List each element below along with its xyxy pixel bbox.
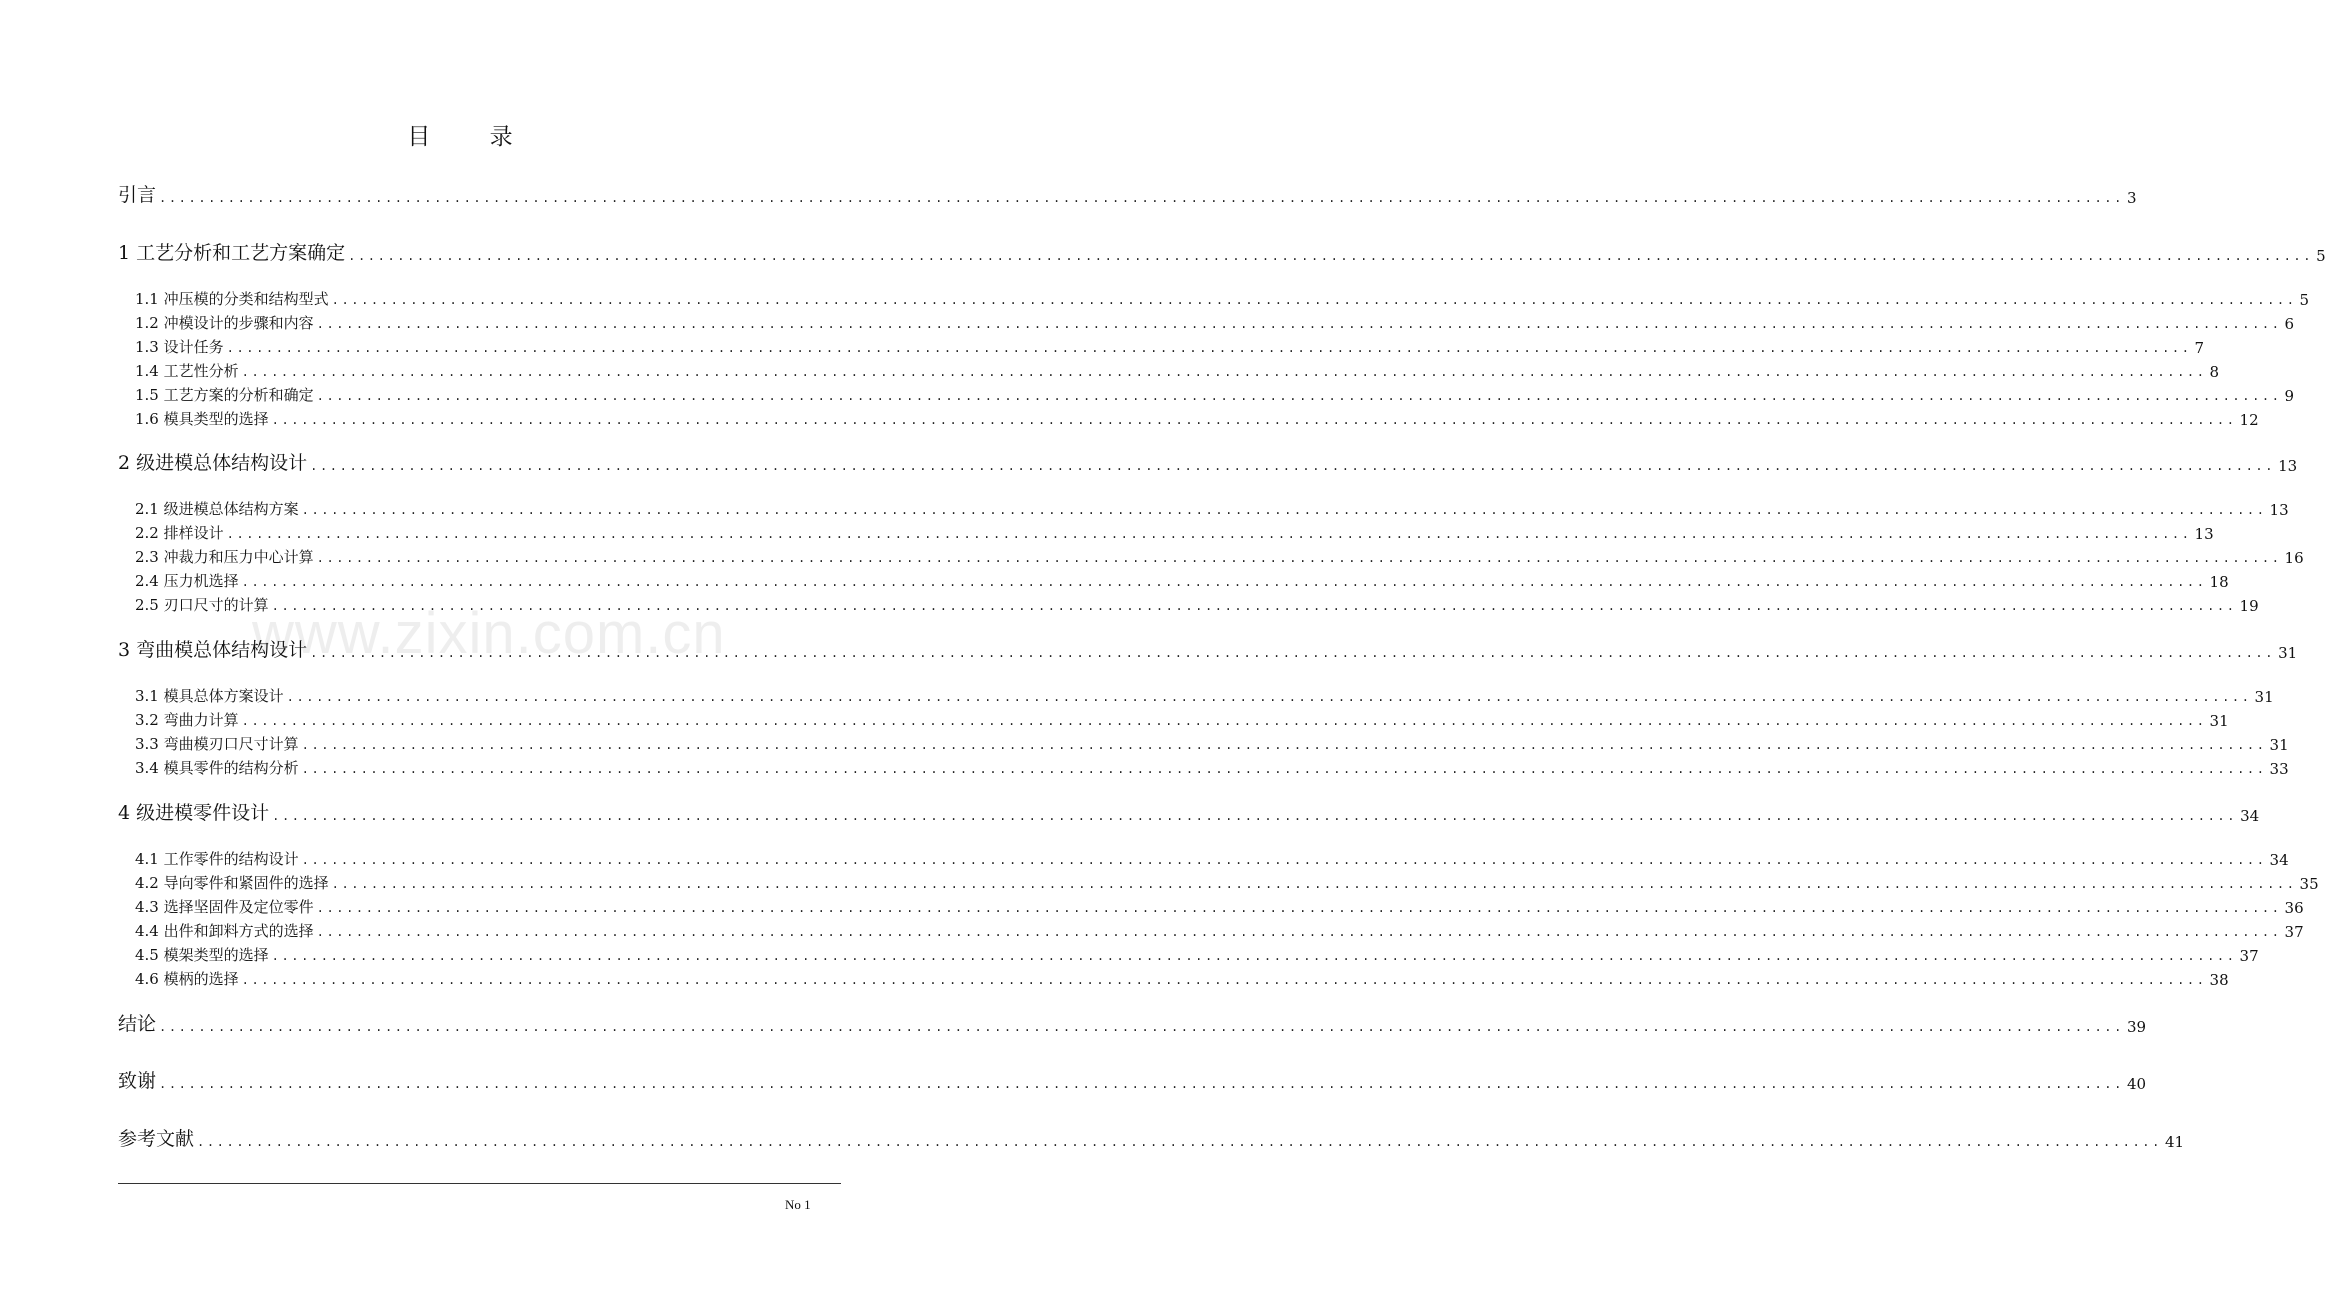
- toc-entry-label: 2.3 冲裁力和压力中心计算: [135, 548, 314, 566]
- toc-entry-label: 3 弯曲模总体结构设计: [118, 639, 308, 661]
- toc-entry-label: 1.3 设计任务: [135, 338, 224, 356]
- toc-entry-label: 2.1 级进模总体结构方案: [135, 500, 299, 518]
- toc-section-entry[interactable]: [0, 307, 2295, 333]
- toc-section-entry[interactable]: [0, 915, 2304, 941]
- toc-entry-page: 3: [2126, 189, 2137, 207]
- toc-dot-leader: ........................................................................................................................................................................................................: [316, 551, 2282, 565]
- toc-dot-leader: ........................................................................................................................................................................................................: [310, 459, 2276, 473]
- toc-entry-label: 结论: [118, 1013, 157, 1035]
- toc-entry-label: 3.1 模具总体方案设计: [135, 687, 284, 705]
- toc-entry-page: 39: [2126, 1018, 2147, 1036]
- toc-entry-page: 13: [2278, 457, 2298, 475]
- toc-entry-page: 36: [2284, 899, 2304, 917]
- toc-entry-page: 31: [2278, 644, 2298, 662]
- toc-entry-page: 34: [2269, 851, 2289, 869]
- toc-entry-page: 33: [2269, 760, 2289, 778]
- toc-chapter-entry[interactable]: [0, 1067, 2147, 1093]
- toc-entry-label: 3.3 弯曲模刃口尺寸计算: [135, 735, 299, 753]
- toc-chapter-entry[interactable]: [0, 636, 2298, 662]
- toc-entry-label: 3.4 模具零件的结构分析: [135, 759, 299, 777]
- toc-entry-label: 2 级进模总体结构设计: [118, 452, 308, 474]
- toc-entry-page: 7: [2194, 339, 2205, 357]
- toc-section-entry[interactable]: [0, 891, 2304, 917]
- toc-entry-label: 4.2 导向零件和紧固件的选择: [135, 874, 329, 892]
- toc-dot-leader: ........................................................................................................................................................................................................: [331, 293, 2297, 307]
- toc-chapter-entry[interactable]: [0, 1125, 2185, 1151]
- toc-entry-page: 12: [2239, 411, 2259, 429]
- toc-dot-leader: ........................................................................................................................................................................................................: [301, 853, 2267, 867]
- toc-entry-page: 8: [2209, 363, 2220, 381]
- toc-dot-leader: ........................................................................................................................................................................................................: [159, 1020, 2124, 1034]
- toc-entry-label: 4.6 模柄的选择: [135, 970, 239, 988]
- toc-entry-page: 40: [2126, 1075, 2147, 1093]
- toc-entry-label: 4.3 选择坚固件及定位零件: [135, 898, 314, 916]
- toc-dot-leader: ........................................................................................................................................................................................................: [197, 1135, 2162, 1149]
- toc-section-entry[interactable]: [0, 752, 2289, 778]
- toc-chapter-entry[interactable]: [0, 181, 2137, 207]
- toc-entry-page: 16: [2284, 549, 2304, 567]
- toc-dot-leader: ........................................................................................................................................................................................................: [316, 901, 2282, 915]
- toc-chapter-entry[interactable]: [0, 799, 2260, 825]
- toc-entry-label: 3.2 弯曲力计算: [135, 711, 239, 729]
- toc-dot-leader: ........................................................................................................................................................................................................: [241, 575, 2207, 589]
- toc-entry-label: 1.5 工艺方案的分析和确定: [135, 386, 314, 404]
- toc-entry-label: 2.5 刃口尺寸的计算: [135, 596, 269, 614]
- toc-entry-page: 6: [2284, 315, 2295, 333]
- toc-entry-page: 13: [2269, 501, 2289, 519]
- footer-page-number: No 1: [785, 1197, 811, 1212]
- toc-entry-page: 41: [2164, 1133, 2185, 1151]
- toc-section-entry[interactable]: [0, 843, 2289, 869]
- toc-entry-label: 4.1 工作零件的结构设计: [135, 850, 299, 868]
- toc-entry-label: 1.1 冲压模的分类和结构型式: [135, 290, 329, 308]
- toc-section-entry[interactable]: [0, 331, 2205, 357]
- toc-entry-label: 4.4 出件和卸料方式的选择: [135, 922, 314, 940]
- toc-entry-label: 1 工艺分析和工艺方案确定: [118, 242, 346, 264]
- toc-chapter-entry[interactable]: [0, 449, 2298, 475]
- toc-entry-label: 4 级进模零件设计: [118, 802, 270, 824]
- toc-dot-leader: ........................................................................................................................................................................................................: [316, 317, 2282, 331]
- toc-section-entry[interactable]: [0, 493, 2289, 519]
- toc-entry-label: 2.2 排样设计: [135, 524, 224, 542]
- toc-chapter-entry[interactable]: [0, 1010, 2147, 1036]
- toc-section-entry[interactable]: [0, 355, 2220, 381]
- toc-entry-page: 5: [2316, 247, 2326, 265]
- toc-entry-label: 2.4 压力机选择: [135, 572, 239, 590]
- toc-section-entry[interactable]: [0, 517, 2214, 543]
- toc-dot-leader: ........................................................................................................................................................................................................: [159, 191, 2124, 205]
- toc-dot-leader: ........................................................................................................................................................................................................: [241, 714, 2207, 728]
- toc-entry-page: 31: [2269, 736, 2289, 754]
- toc-section-entry[interactable]: [0, 565, 2229, 591]
- toc-entry-label: 1.6 模具类型的选择: [135, 410, 269, 428]
- toc-dot-leader: ........................................................................................................................................................................................................: [271, 413, 2237, 427]
- toc-section-entry[interactable]: [0, 283, 2310, 309]
- toc-entry-page: 9: [2284, 387, 2295, 405]
- toc-dot-leader: ........................................................................................................................................................................................................: [301, 503, 2267, 517]
- toc-entry-page: 31: [2254, 688, 2274, 706]
- toc-entry-page: 38: [2209, 971, 2229, 989]
- toc-dot-leader: ........................................................................................................................................................................................................: [310, 646, 2276, 660]
- toc-entry-page: 34: [2240, 807, 2260, 825]
- toc-dot-leader: ........................................................................................................................................................................................................: [271, 949, 2237, 963]
- toc-entry-page: 31: [2209, 712, 2229, 730]
- toc-dot-leader: ........................................................................................................................................................................................................: [316, 389, 2282, 403]
- toc-section-entry[interactable]: [0, 680, 2274, 706]
- toc-dot-leader: ........................................................................................................................................................................................................: [286, 690, 2252, 704]
- toc-dot-leader: ........................................................................................................................................................................................................: [241, 973, 2207, 987]
- toc-section-entry[interactable]: [0, 704, 2229, 730]
- toc-dot-leader: ........................................................................................................................................................................................................: [226, 341, 2192, 355]
- footer-divider: [118, 1183, 841, 1184]
- toc-dot-leader: ........................................................................................................................................................................................................: [159, 1077, 2124, 1091]
- toc-dot-leader: ........................................................................................................................................................................................................: [272, 809, 2238, 823]
- page-title: 目 录: [407, 124, 539, 150]
- toc-entry-page: 37: [2239, 947, 2259, 965]
- toc-entry-label: 4.5 模架类型的选择: [135, 946, 269, 964]
- toc-dot-leader: ........................................................................................................................................................................................................: [348, 249, 2314, 263]
- toc-entry-page: 18: [2209, 573, 2229, 591]
- toc-entry-label: 致谢: [118, 1070, 157, 1092]
- toc-dot-leader: ........................................................................................................................................................................................................: [226, 527, 2192, 541]
- toc-dot-leader: ........................................................................................................................................................................................................: [331, 877, 2297, 891]
- toc-dot-leader: ........................................................................................................................................................................................................: [271, 599, 2237, 613]
- toc-dot-leader: ........................................................................................................................................................................................................: [241, 365, 2207, 379]
- toc-chapter-entry[interactable]: [0, 239, 2326, 265]
- toc-entry-label: 1.4 工艺性分析: [135, 362, 239, 380]
- toc-entry-page: 13: [2194, 525, 2214, 543]
- toc-dot-leader: ........................................................................................................................................................................................................: [301, 738, 2267, 752]
- toc-section-entry[interactable]: [0, 963, 2229, 989]
- toc-entry-page: 37: [2284, 923, 2304, 941]
- toc-section-entry[interactable]: [0, 589, 2259, 615]
- toc-section-entry[interactable]: [0, 728, 2289, 754]
- toc-entry-label: 1.2 冲模设计的步骤和内容: [135, 314, 314, 332]
- toc-entry-page: 19: [2239, 597, 2259, 615]
- toc-dot-leader: ........................................................................................................................................................................................................: [301, 762, 2267, 776]
- toc-section-entry[interactable]: [0, 939, 2259, 965]
- toc-entry-label: 引言: [118, 184, 157, 206]
- toc-section-entry[interactable]: [0, 867, 2319, 893]
- watermark: www.zixin.com.cn: [252, 601, 726, 666]
- toc-section-entry[interactable]: [0, 541, 2304, 567]
- toc-dot-leader: ........................................................................................................................................................................................................: [316, 925, 2282, 939]
- toc-section-entry[interactable]: [0, 379, 2295, 405]
- toc-section-entry[interactable]: [0, 403, 2259, 429]
- toc-entry-page: 35: [2299, 875, 2319, 893]
- toc-entry-page: 5: [2299, 291, 2310, 309]
- toc-entry-label: 参考文献: [118, 1128, 195, 1150]
